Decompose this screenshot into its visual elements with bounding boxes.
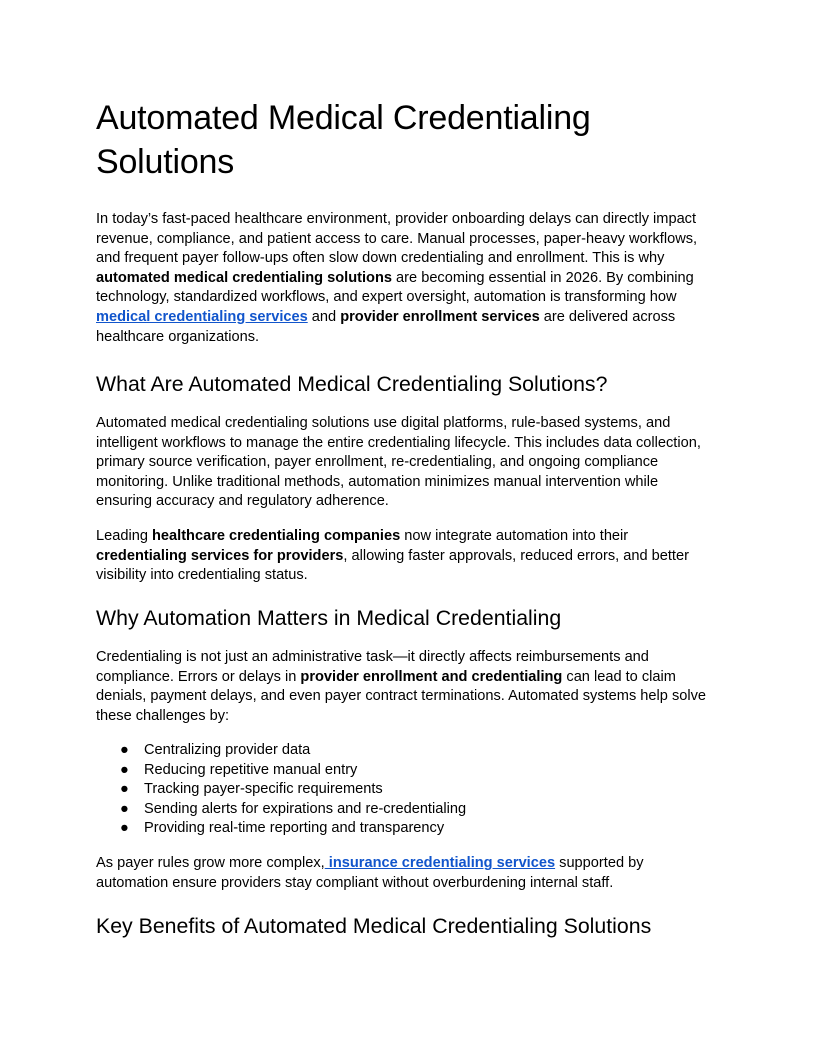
intro-text-2: are becoming essential in 2026. By combining technology, standardized workflows, and expert oversight, automation is transforming how (96, 269, 694, 306)
s1p2-text-2: now integrate automation into their (400, 528, 629, 544)
intro-bold-2: provider enrollment services (340, 308, 540, 325)
benefits-list (96, 741, 720, 839)
bullet-icon: ● (120, 781, 129, 798)
s2p1-text-2: can lead to claim denials, payment delays, and even payer contract terminations. Automated systems help solve these challenges by: (96, 668, 707, 724)
s1p2-text-3: , allowing faster approvals, reduced errors, and better visibility into credentialing status. (96, 547, 689, 584)
list-item (96, 761, 720, 781)
list-item-text: Reducing repetitive manual entry (144, 761, 358, 778)
list-item (96, 800, 720, 820)
section-heading-key-benefits: Key Benefits of Automated Medical Credentialing Solutions (96, 914, 652, 938)
list-item-text: Providing real-time reporting and transparency (144, 820, 445, 837)
s1p2-text-1: Leading (96, 528, 152, 544)
bullet-icon: ● (120, 761, 129, 778)
list-item (96, 741, 720, 761)
intro-bold-1: automated medical credentialing solutions (96, 269, 392, 286)
bullet-icon: ● (120, 820, 129, 837)
s1p2-bold-1: healthcare credentialing companies (152, 528, 401, 544)
intro-text-4: are delivered across healthcare organizations. (96, 308, 676, 345)
document-title: Automated Medical Credentialing Solutions (96, 99, 591, 181)
list-item (96, 780, 720, 800)
list-item-text: Sending alerts for expirations and re-credentialing (144, 800, 467, 817)
section-heading-why-automation: Why Automation Matters in Medical Credentialing (96, 606, 562, 630)
insurance-credentialing-services-link[interactable]: insurance credentialing services (324, 855, 556, 871)
section1-paragraph-1: Automated medical credentialing solutions use digital platforms, rule-based systems, and intelligent workflows to manage the entire credentialing lifecycle. This includes data collection, primary source verification, payer enrollment, re-credentialing, and ongoing compliance monitoring. Unlike traditional methods, automation minimizes manual intervention while ensuring accuracy and regulatory adherence. (96, 415, 701, 510)
intro-paragraph (96, 210, 718, 347)
intro-text-1: In today’s fast-paced healthcare environment, provider onboarding delays can directly impact revenue, compliance, and patient access to care. Manual processes, paper-heavy workflows, and frequent payer follow-ups often slow down credentialing and enrollment. This is why (96, 211, 698, 267)
s2p2-text-2: supported by automation ensure providers stay compliant without overburdening internal staff. (96, 855, 644, 891)
list-item-text: Centralizing provider data (144, 742, 311, 758)
s1p2-bold-2: credentialing services for providers (96, 547, 344, 564)
bullet-icon: ● (120, 742, 129, 758)
section-heading-what-are: What Are Automated Medical Credentialing Solutions? (96, 372, 608, 396)
intro-text-3: and (307, 308, 341, 325)
medical-credentialing-services-link[interactable]: medical credentialing services (96, 308, 308, 325)
s2p2-text-1: As payer rules grow more complex, (96, 855, 325, 871)
s2p1-bold-1: provider enrollment and credentialing (300, 668, 563, 685)
s2p1-text-1: Credentialing is not just an administrative task—it directly affects reimbursements and compliance. Errors or delays in (96, 649, 649, 685)
bullet-icon: ● (120, 800, 129, 817)
list-item (96, 819, 720, 839)
section2-paragraph-1 (96, 648, 718, 726)
section2-paragraph-2 (96, 854, 718, 893)
section1-paragraph-2 (96, 527, 718, 586)
list-item-text: Tracking payer-specific requirements (144, 781, 383, 798)
